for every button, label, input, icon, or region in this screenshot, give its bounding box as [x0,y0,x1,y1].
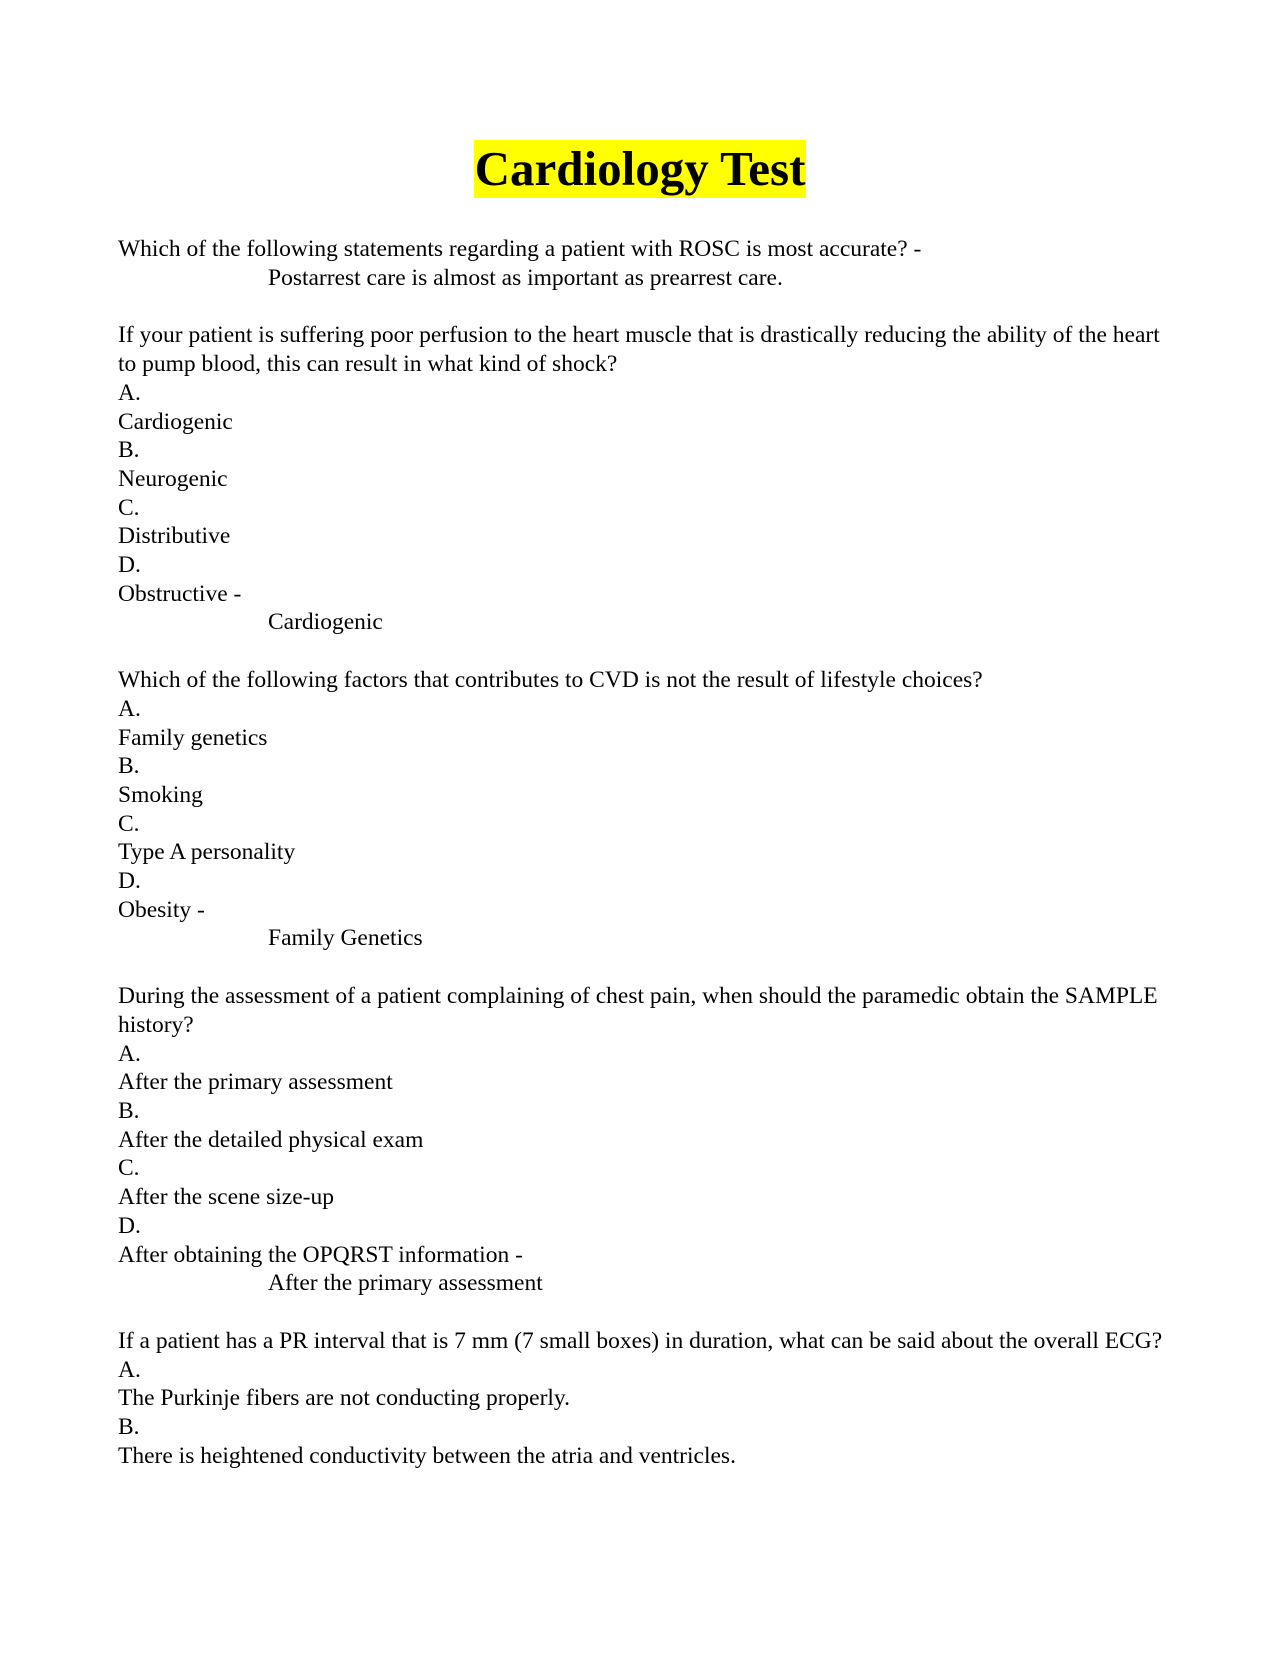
answer-text: After the primary assessment [268,1270,543,1297]
option-text: Family genetics [118,724,268,751]
question-text: During the assessment of a patient complaining of chest pain, when should the paramedic obtain the SAMPLE history? [118,983,1158,1038]
option-letter: C. [118,1155,140,1182]
option-text: After the detailed physical exam [118,1126,424,1153]
option-text: Type A personality [118,839,296,866]
option-letter: C. [118,810,140,837]
question-block [118,666,1163,953]
option-letter: B. [118,753,140,780]
option-text: After the scene size-up [118,1184,334,1211]
title-wrap [0,140,1280,198]
option-letter: B. [118,1414,140,1441]
option-letter: A. [118,1040,141,1067]
question-block [118,321,1163,637]
document-title: Cardiology Test [474,141,806,196]
option-text: After the primary assessment [118,1069,393,1096]
option-text: Obstructive - [118,580,242,607]
option-letter: D. [118,552,141,579]
option-letter: D. [118,868,141,895]
question-block [118,982,1163,1298]
document-body [118,235,1163,1470]
option-letter: B. [118,1097,140,1124]
option-text: The Purkinje fibers are not conducting properly. [118,1385,571,1412]
option-text: Distributive [118,523,231,550]
option-letter: D. [118,1212,141,1239]
option-letter: A. [118,695,141,722]
question-text: If your patient is suffering poor perfusion to the heart muscle that is drastically reducing the ability of the heart to pump blood, this can result in what kind of shock? [118,322,1160,378]
answer-text: Postarrest care is almost as important as prearrest care. [268,264,783,291]
option-letter: A. [118,379,141,406]
option-text: Neurogenic [118,465,228,492]
option-text: After obtaining the OPQRST information - [118,1241,523,1268]
option-text: Cardiogenic [118,408,233,435]
answer-text: Cardiogenic [268,609,383,636]
question-block [118,235,1163,292]
answer-text: Family Genetics [268,925,423,952]
option-text: Smoking [118,781,203,808]
question-text: Which of the following statements regarding a patient with ROSC is most accurate? - [118,236,922,262]
question-block [118,1327,1163,1471]
question-text: If a patient has a PR interval that is 7 mm (7 small boxes) in duration, what can be said about the overall ECG? [118,1327,1163,1354]
question-text: Which of the following factors that contributes to CVD is not the result of lifestyle choices? [118,667,983,694]
option-letter: B. [118,437,140,464]
option-letter: C. [118,494,140,521]
option-letter: A. [118,1356,141,1383]
option-text: Obesity - [118,896,205,923]
option-text: There is heightened conductivity between the atria and ventricles. [118,1442,736,1469]
